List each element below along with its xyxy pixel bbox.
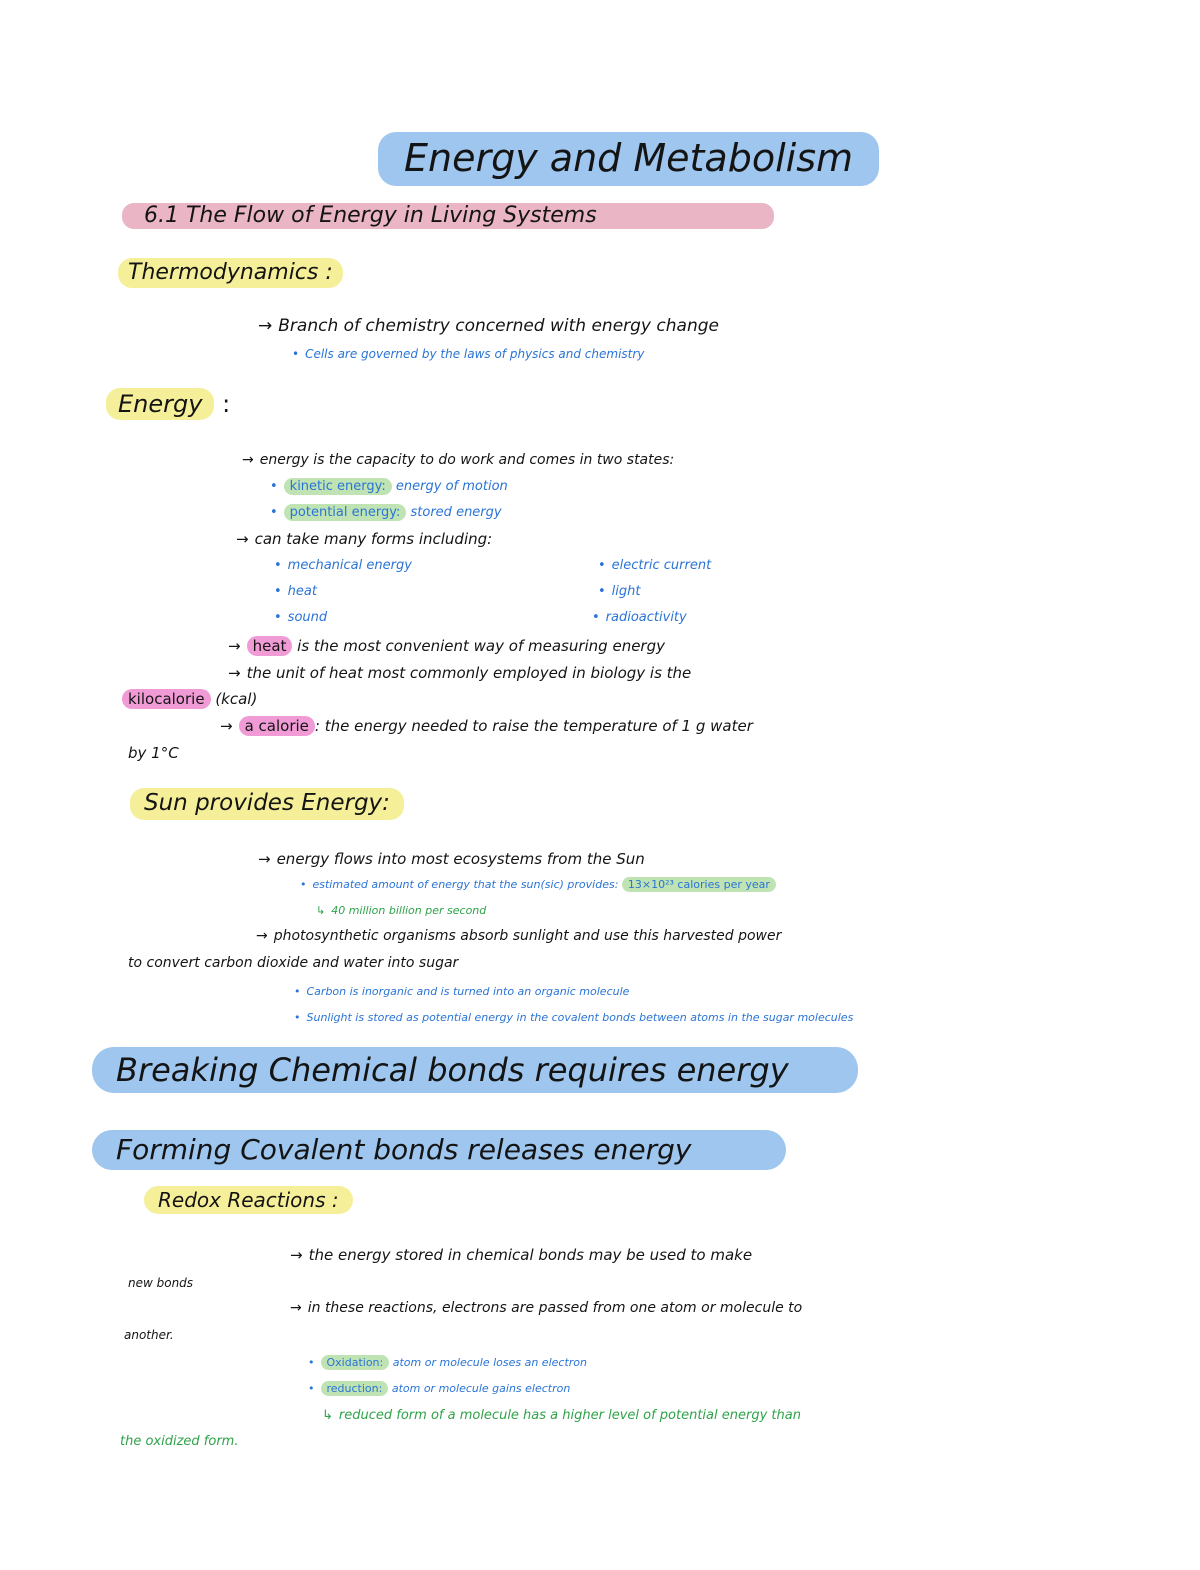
redox-heading: Redox Reactions : (144, 1186, 353, 1214)
calorie-cont: by 1°C (128, 744, 179, 762)
redox-note-cont: the oxidized form. (120, 1434, 239, 1449)
sun-heading: Sun provides Energy: (130, 788, 404, 820)
kinetic-label: kinetic energy: (284, 478, 392, 495)
carbon-subpoint-text: Carbon is inorganic and is turned into an organic molecule (306, 985, 630, 998)
energy-heading-colon: : (222, 390, 231, 418)
reduction-line (308, 1382, 570, 1395)
carbon-subpoint (294, 985, 629, 998)
kinetic-text: energy of motion (395, 479, 508, 494)
arrow-icon: → (236, 530, 249, 548)
bullet-icon: • (270, 505, 278, 520)
arrow-icon: → (228, 637, 241, 655)
section-heading: 6.1 The Flow of Energy in Living Systems (122, 203, 774, 229)
sun-subpoint (300, 878, 776, 891)
thermo-point (258, 316, 719, 336)
arrow-icon: → (290, 1300, 302, 1316)
sun-value: 13×10²³ calories per year (622, 877, 776, 892)
form-left-text: mechanical energy (287, 558, 412, 573)
redox-point2-text: in these reactions, electrons are passed from one atom or molecule to (307, 1300, 803, 1316)
bullet-icon: • (592, 610, 600, 625)
bullet-icon: • (308, 1382, 315, 1395)
heat-label: heat (247, 636, 293, 656)
potential-line (270, 505, 502, 521)
form-right (598, 584, 640, 600)
thermodynamics-heading: Thermodynamics : (118, 258, 343, 288)
kinetic-line (270, 479, 508, 495)
energy-heading: Energy (106, 388, 214, 420)
arrow-icon: → (220, 717, 233, 735)
sun-point (258, 850, 645, 868)
kcal-line (122, 690, 257, 708)
heat-text: is the most convenient way of measuring energy (297, 637, 666, 655)
arrow-icon: → (228, 664, 241, 682)
sun-subpoint-cont-text: 40 million billion per second (331, 904, 487, 917)
unit-line (228, 664, 691, 682)
sun-subpoint-cont (316, 904, 486, 917)
form-left (274, 610, 327, 626)
form-left-text: sound (287, 610, 328, 625)
redox-point (290, 1300, 802, 1317)
form-right (592, 610, 687, 626)
calorie-text: : the energy needed to raise the temperature of 1 g water (314, 717, 753, 735)
oxidation-label: Oxidation: (321, 1355, 390, 1370)
potential-label: potential energy: (284, 504, 407, 521)
arrow-icon: → (242, 452, 254, 468)
reduction-text: atom or molecule gains electron (391, 1382, 571, 1395)
oxidation-line (308, 1356, 587, 1369)
sub-arrow-icon: ↳ (316, 904, 326, 917)
form-right-text: electric current (611, 558, 712, 573)
redox-note (322, 1408, 801, 1424)
reduction-label: reduction: (321, 1381, 389, 1396)
thermo-subpoint (292, 347, 644, 361)
bullet-icon: • (598, 558, 606, 573)
bullet-icon: • (294, 1011, 301, 1024)
arrow-icon: → (258, 850, 271, 868)
bullet-icon: • (274, 558, 282, 573)
redox-note-text: reduced form of a molecule has a higher level of potential energy than (338, 1408, 801, 1423)
thermo-point-text: Branch of chemistry concerned with energy change (278, 316, 719, 336)
bullet-icon: • (270, 479, 278, 494)
bullet-icon: • (308, 1356, 315, 1369)
form-right-text: radioactivity (605, 610, 687, 625)
sunlight-subpoint (294, 1011, 853, 1024)
redox-point2-cont: another. (124, 1328, 174, 1342)
calorie-label: a calorie (239, 716, 315, 736)
forms-intro (236, 530, 492, 548)
arrow-icon: → (290, 1246, 303, 1264)
bullet-icon: • (294, 985, 301, 998)
oxidation-text: atom or molecule loses an electron (392, 1356, 587, 1369)
bullet-icon: • (274, 610, 282, 625)
sunlight-subpoint-text: Sunlight is stored as potential energy in the covalent bonds between atoms in the sugar molecules (306, 1011, 854, 1024)
kcal-text: (kcal) (215, 690, 258, 708)
form-left-text: heat (287, 584, 317, 599)
energy-point (242, 452, 674, 469)
arrow-icon: → (258, 316, 273, 336)
heat-line (228, 637, 665, 655)
form-right (598, 558, 711, 574)
form-left (274, 558, 412, 574)
form-right-text: light (611, 584, 641, 599)
page-title: Energy and Metabolism (378, 132, 879, 186)
forms-intro-text: can take many forms including: (254, 530, 493, 548)
sun-point-text: energy flows into most ecosystems from the Sun (276, 850, 645, 868)
thermo-subpoint-text: Cells are governed by the laws of physics and chemistry (305, 347, 645, 361)
photo-point-text: photosynthetic organisms absorb sunlight and use this harvested power (273, 928, 782, 944)
kcal-label: kilocalorie (122, 689, 211, 709)
calorie-line (220, 717, 753, 735)
sub-arrow-icon: ↳ (322, 1408, 333, 1423)
energy-point-text: energy is the capacity to do work and comes in two states: (259, 452, 675, 468)
bullet-icon: • (598, 584, 606, 599)
bullet-icon: • (274, 584, 282, 599)
photo-point (256, 928, 781, 945)
potential-text: stored energy (410, 505, 502, 520)
unit-text: the unit of heat most commonly employed in biology is the (246, 664, 692, 682)
redox-point (290, 1246, 752, 1264)
energy-heading-row (106, 390, 230, 419)
redox-point-text: the energy stored in chemical bonds may be used to make (308, 1246, 753, 1264)
form-left (274, 584, 317, 600)
forming-heading: Forming Covalent bonds releases energy (92, 1130, 786, 1170)
redox-point-cont: new bonds (128, 1276, 194, 1290)
arrow-icon: → (256, 928, 268, 944)
bullet-icon: • (292, 347, 300, 361)
bullet-icon: • (300, 878, 307, 891)
sun-subpoint-text: estimated amount of energy that the sun(sic) provides: (312, 878, 619, 891)
breaking-heading: Breaking Chemical bonds requires energy (92, 1047, 858, 1093)
photo-point-cont: to convert carbon dioxide and water into sugar (128, 955, 459, 971)
